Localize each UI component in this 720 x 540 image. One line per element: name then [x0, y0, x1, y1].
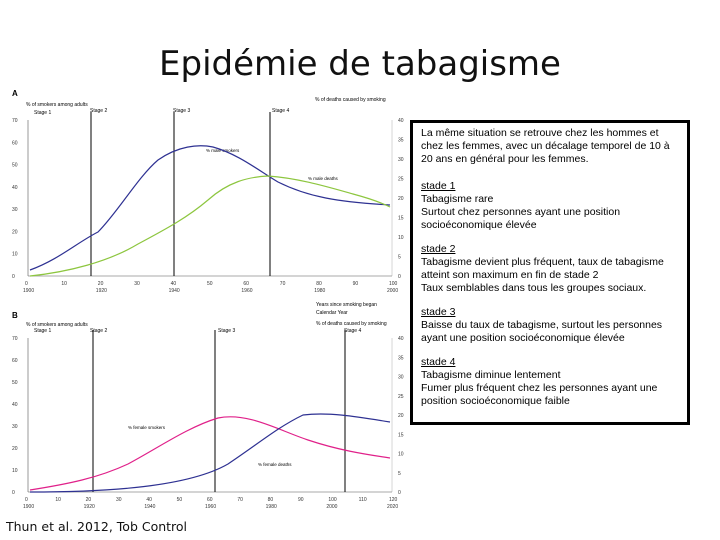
panel-b-stage-3: Stage 3: [218, 328, 236, 334]
stage-4-block: [421, 356, 679, 408]
panel-a-year-tick: 1920: [95, 288, 107, 294]
panel-b-x-tick: 30: [116, 497, 122, 503]
panel-a-right-axis-title: % of deaths caused by smoking: [315, 97, 386, 103]
panel-b-stage-1: Stage 1: [34, 328, 52, 334]
panel-b-left-axis-title: % of smokers among adults: [26, 322, 88, 328]
panel-a-x-tick: 60: [243, 281, 249, 287]
panel-a-x-tick: 20: [97, 281, 104, 287]
panel-b-female-smokers-label: % female smokers: [128, 425, 166, 430]
panel-b-left-tick: 70: [12, 336, 18, 342]
panel-b-right-tick: 0: [398, 490, 401, 496]
panel-a-male-deaths-label: % male deaths: [308, 176, 338, 181]
panel-b-x-tick: 10: [55, 497, 61, 503]
panel-b-right-tick: 30: [398, 374, 404, 381]
panel-a-left-tick: 10: [12, 251, 18, 258]
stage-3-line-1: Baisse du taux de tabagisme, surtout les personnes ayant une position socioéconomique élevée: [421, 319, 663, 344]
panel-a-left-tick: 50: [12, 162, 18, 169]
description-box: [410, 120, 690, 425]
panel-a-x-tick: 90: [352, 281, 359, 287]
panel-b-right-tick: 25: [398, 393, 404, 400]
panel-a-left-tick: 70: [12, 118, 18, 124]
panel-b-smokers-curve: [30, 417, 390, 490]
panel-a-stage-2: Stage 2: [90, 108, 108, 114]
panel-b-x-tick: 90: [298, 497, 304, 503]
panel-b-letter: B: [12, 311, 18, 320]
panel-b-x-tick: 80: [267, 497, 274, 503]
panel-b-stage-4: Stage 4: [344, 328, 362, 334]
panel-a-right-tick: 30: [398, 157, 404, 163]
panel-a-stage-3: Stage 3: [173, 108, 191, 114]
panel-b-left-tick: 0: [12, 490, 15, 496]
stage-2-block: [421, 243, 679, 295]
slide-title: Epidémie de tabagisme: [159, 44, 561, 84]
stage-1-title: stade 1: [421, 180, 456, 192]
citation: Thun et al. 2012, Tob Control: [6, 519, 188, 534]
panel-a-right-tick: 0: [398, 274, 401, 280]
panel-b-year-tick: 1900: [23, 504, 35, 510]
panel-a-stage-1: Stage 1: [34, 110, 52, 116]
panel-b-x-tick: 40: [146, 497, 152, 503]
panel-b-x-tick: 20: [85, 497, 92, 503]
panel-a-x-axis-title-2: Calendar Year: [316, 310, 348, 316]
panel-a-right-tick: 15: [398, 215, 404, 222]
panel-a-left-tick: 60: [12, 140, 18, 147]
panel-a-x-tick: 80: [316, 281, 322, 287]
panel-b-left-tick: 60: [12, 358, 18, 364]
panel-b-year-tick: 1980: [265, 504, 277, 510]
panel-b-left-tick: 30: [12, 424, 18, 430]
panel-a-left-tick: 40: [12, 184, 18, 191]
panel-a-year-tick: 1900: [23, 288, 35, 294]
panel-a-right-tick: 25: [398, 176, 404, 183]
panel-b-right-tick: 20: [398, 413, 404, 419]
panel-b-left-tick: 50: [12, 380, 18, 386]
stage-4-line-2: Fumer plus fréquent chez les personnes ayant une position socioéconomique faible: [421, 382, 658, 407]
panel-b-x-tick: 120: [389, 497, 398, 503]
smoking-epidemic-figure: [8, 82, 408, 522]
panel-b-year-tick: 1960: [205, 504, 217, 510]
panel-b-left-tick: 10: [12, 468, 18, 474]
panel-b-x-tick: 100: [328, 497, 337, 503]
panel-a-year-tick: 1940: [168, 288, 180, 294]
figure-svg: [8, 82, 408, 522]
panel-a-deaths-curve: [30, 176, 390, 276]
stage-3-block: [421, 306, 679, 345]
panel-b-right-tick: 35: [398, 355, 404, 362]
panel-a-x-tick: 70: [279, 281, 286, 287]
panel-a-left-tick: 0: [12, 274, 15, 280]
panel-a-smokers-curve: [30, 146, 390, 270]
panel-b-x-tick: 60: [207, 497, 213, 503]
panel-a-x-axis-title: Years since smoking began: [316, 302, 377, 308]
panel-a-x-tick: 30: [134, 281, 140, 287]
panel-a-year-tick: 1960: [241, 288, 253, 294]
panel-a-letter: A: [12, 89, 18, 98]
panel-b-right-tick: 15: [398, 432, 404, 439]
stage-1-block: [421, 180, 679, 232]
panel-b-year-tick: 1940: [144, 504, 156, 510]
panel-a-male-smokers-label: % male smokers: [206, 148, 240, 153]
panel-a-left-tick: 30: [12, 207, 18, 214]
stage-1-line-2: Surtout chez personnes ayant une position socioéconomique élevée: [421, 206, 621, 231]
panel-b-stage-2: Stage 2: [90, 328, 108, 334]
stage-1-line-1: Tabagisme rare: [421, 193, 494, 205]
panel-a-year-tick: 2000: [387, 288, 399, 294]
panel-a-right-tick: 35: [398, 137, 404, 144]
intro-paragraph: La même situation se retrouve chez les hommes et chez les femmes, avec un décalage temporel de 10 à 20 ans en général pour les femmes.: [421, 127, 670, 165]
panel-a-x-tick: 100: [389, 281, 398, 287]
panel-a-x-tick: 40: [170, 281, 177, 287]
panel-b-x-tick: 70: [237, 497, 243, 503]
panel-a-left-axis-title: % of smokers among adults: [26, 102, 88, 108]
panel-a-left-tick: 20: [12, 229, 18, 236]
stage-3-title: stade 3: [421, 306, 456, 318]
panel-b-left-tick: 40: [12, 402, 18, 408]
panel-a-right-tick: 40: [398, 118, 404, 124]
panel-a-year-tick: 1980: [314, 288, 326, 294]
stage-4-line-1: Tabagisme diminue lentement: [421, 369, 561, 381]
panel-b-right-tick: 10: [398, 451, 404, 458]
stage-2-title: stade 2: [421, 243, 456, 255]
panel-b-x-tick: 50: [176, 497, 183, 503]
panel-a-stage-4: Stage 4: [272, 108, 290, 114]
panel-b-right-tick: 40: [398, 336, 404, 342]
panel-b-year-tick: 2000: [326, 504, 338, 510]
panel-a-right-tick: 10: [398, 235, 404, 241]
stage-2-line-1: Tabagisme devient plus fréquent, taux de tabagisme atteint son maximum en fin de stade 2: [421, 256, 664, 281]
panel-a-right-tick: 5: [398, 254, 401, 261]
panel-b-year-tick: 1920: [83, 504, 95, 510]
panel-a-x-tick: 0: [25, 281, 28, 287]
panel-a-x-tick: 50: [207, 281, 213, 287]
panel-b-year-tick: 2020: [387, 504, 399, 510]
panel-b-x-tick: 0: [25, 497, 28, 503]
panel-b-right-tick: 5: [398, 470, 401, 477]
panel-b-x-tick: 110: [358, 497, 367, 503]
panel-b-deaths-curve: [30, 414, 390, 492]
panel-b-female-deaths-label: % female deaths: [258, 462, 292, 467]
panel-a-right-tick: 20: [398, 196, 404, 202]
panel-a-x-tick: 10: [61, 281, 67, 287]
panel-b-left-tick: 20: [12, 446, 18, 452]
panel-b-right-axis-title: % of deaths caused by smoking: [316, 321, 387, 327]
stage-2-line-2: Taux semblables dans tous les groupes sociaux.: [421, 282, 647, 294]
stage-4-title: stade 4: [421, 356, 456, 368]
